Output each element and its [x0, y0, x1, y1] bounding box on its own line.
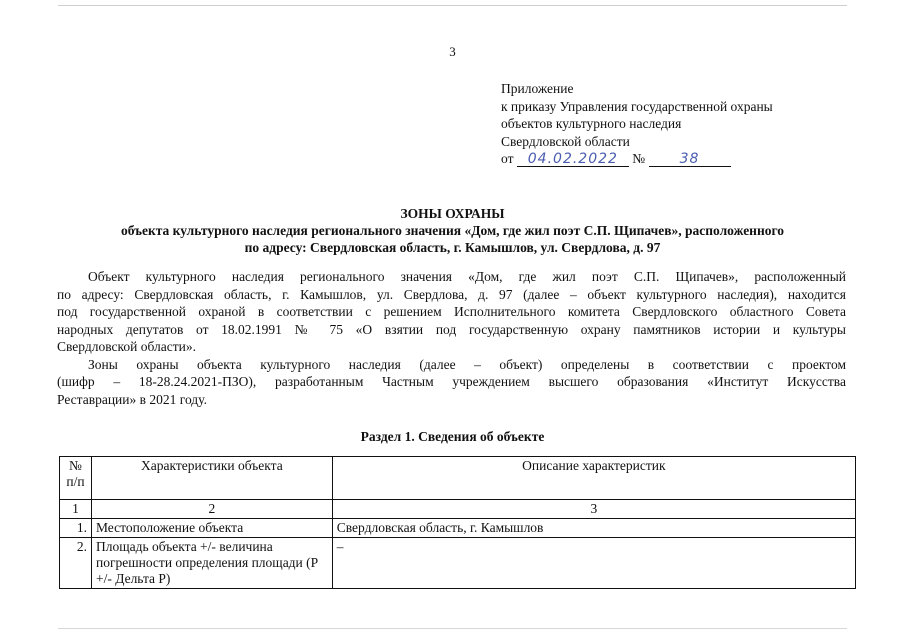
paragraph-1: [57, 268, 846, 356]
index-cell-3: 3: [332, 500, 855, 519]
row-number: 2.: [60, 538, 92, 589]
handwritten-number: 38: [679, 151, 700, 167]
paragraph-line: Объект культурного наследия регионального значения «Дом, где жил поэт С.П. Щипачев», расположенный: [88, 269, 846, 284]
index-cell-1: 1: [60, 500, 92, 519]
number-prefix: №: [632, 151, 646, 166]
index-cell-2: 2: [91, 500, 332, 519]
handwritten-date: 04.02.2022: [527, 151, 618, 167]
header-number: № п/п: [60, 457, 92, 500]
top-border-line: [58, 5, 847, 6]
paragraph-line: Свердловской области».: [57, 339, 196, 354]
date-field: [517, 152, 629, 167]
heading-line-3: по адресу: Свердловская область, г. Камышлов, ул. Свердлова, д. 97: [244, 240, 661, 255]
row-characteristic: Площадь объекта +/- величина погрешности определения площади (Р +/- Дельта Р): [91, 538, 332, 589]
paragraph-2: [57, 356, 846, 409]
paragraph-line: Реставрации» в 2021 году.: [57, 391, 207, 407]
appendix-objects-line: объектов культурного наследия: [501, 116, 682, 131]
page-number: 3: [449, 44, 456, 59]
section-title: Раздел 1. Сведения об объекте: [360, 429, 545, 444]
appendix-order-line: к приказу Управления государственной охраны: [501, 98, 773, 114]
header-characteristics: Характеристики объекта: [91, 457, 332, 500]
row-description: Свердловская область, г. Камышлов: [332, 519, 855, 538]
appendix-date-number-line: [501, 150, 773, 168]
paragraph-line: народных депутатов от 18.02.1991 № 75 «О взятии под государственную охрану памятников истории и культуры: [57, 321, 846, 337]
table-index-row: [60, 500, 856, 519]
appendix-region-line: Свердловской области: [501, 133, 630, 149]
table-row: [60, 519, 856, 538]
paragraph-line: по адресу: Свердловская область, г. Камышлов, ул. Свердлова, д. 97 (далее – объект культурного наследия), находится: [57, 286, 846, 302]
table-row: [60, 538, 856, 589]
appendix-block: [501, 80, 773, 168]
paragraph-line: (шифр – 18-28.24.2021-ПЗО), разработанным Частным учреждением высшего образования «Институт Искусства: [57, 374, 846, 389]
object-info-table: [59, 456, 856, 589]
bottom-border-line: [58, 628, 847, 629]
paragraph-line: под государственной охраной в соответствии с решением Исполнительного комитета Свердловского областного Совета: [57, 304, 846, 319]
heading-title: ЗОНЫ ОХРАНЫ: [400, 206, 505, 221]
table-header-row: [60, 457, 856, 500]
body-text: [57, 268, 846, 408]
paragraph-line: Зоны охраны объекта культурного наследия (далее – объект) определены в соответствии с проектом: [88, 356, 846, 372]
row-description: –: [332, 538, 855, 589]
row-characteristic: Местоположение объекта: [91, 519, 332, 538]
header-description: Описание характеристик: [332, 457, 855, 500]
appendix-title: Приложение: [501, 81, 574, 96]
heading-line-2: объекта культурного наследия регионального значения «Дом, где жил поэт С.П. Щипачев», расположенного: [120, 223, 785, 238]
number-field: [649, 152, 731, 167]
date-prefix: от: [501, 151, 514, 166]
row-number: 1.: [60, 519, 92, 538]
document-heading: [60, 205, 845, 256]
